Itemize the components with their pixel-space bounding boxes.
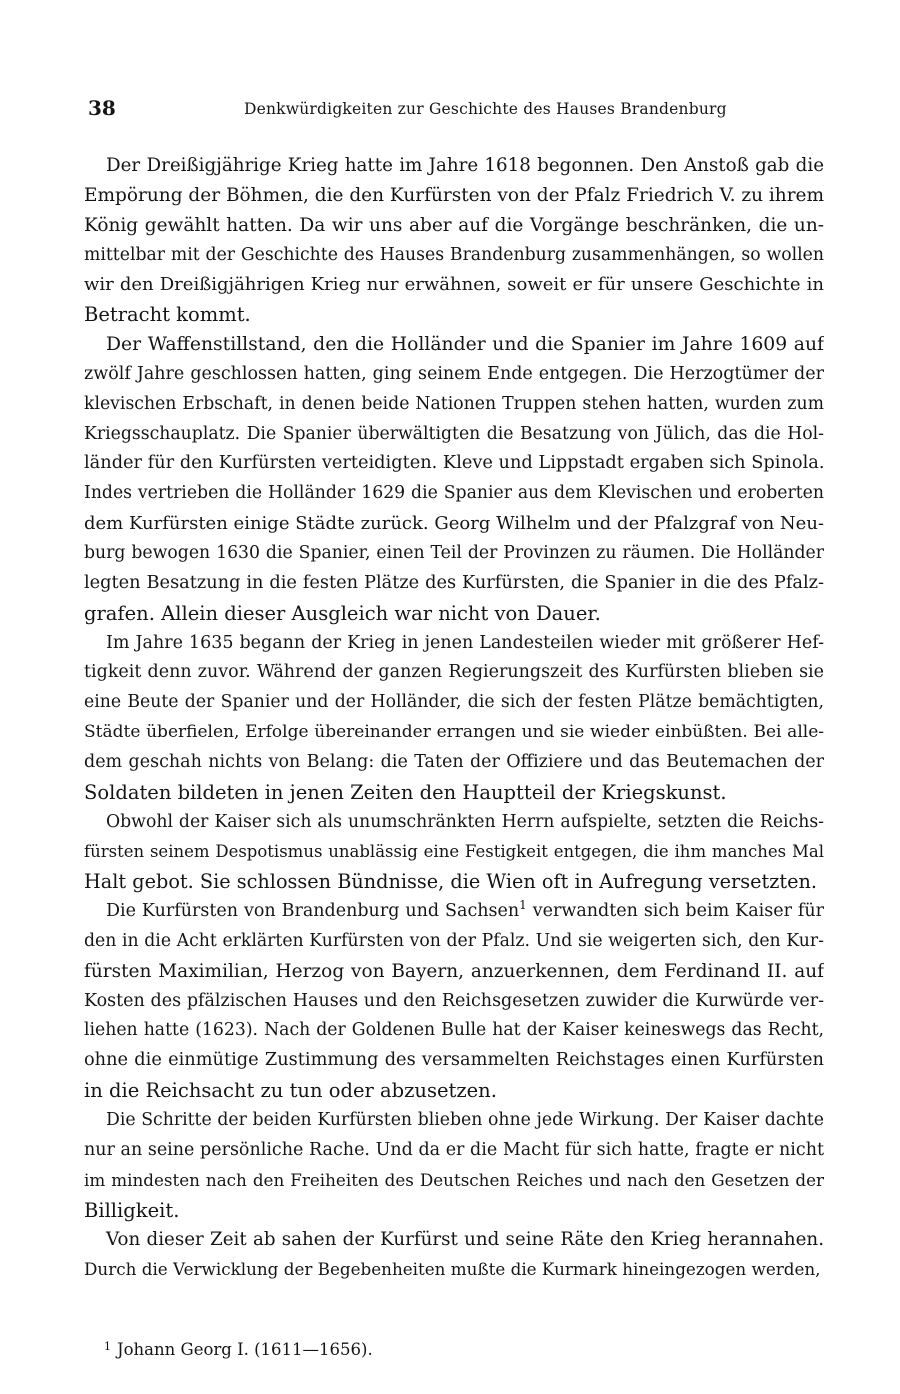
text-line: Im Jahre 1635 begann der Krieg in jenen Landesteilen wieder mit größerer Hef- [106, 632, 824, 653]
text-line: Halt gebot. Sie schlossen Bündnisse, die Wien oft in Aufregung versetzten. [84, 870, 817, 894]
paragraph [84, 629, 824, 808]
text-line: grafen. Allein dieser Ausgleich war nicht von Dauer. [84, 601, 601, 625]
text-line: zwölf Jahre geschlossen hatten, ging seinem Ende entgegen. Die Herzogtümer der [84, 363, 824, 384]
text-line: klevischen Erbschaft, in denen beide Nationen Truppen stehen hatten, wurden zum [84, 393, 824, 414]
text-line: im mindesten nach den Freiheiten des Deutschen Reiches und nach den Gesetzen der [84, 1169, 824, 1190]
text-line: wir den Dreißigjährigen Krieg nur erwähnen, soweit er für unsere Geschichte in [84, 274, 824, 296]
text-line: König gewählt hatten. Da wir uns aber auf die Vorgänge beschränken, die un- [84, 214, 824, 236]
text-line: tigkeit denn zuvor. Während der ganzen Regierungszeit des Kurfürsten blieben sie [84, 662, 824, 683]
text-line: fürsten seinem Despotismus unablässig eine Festigkeit entgegen, die ihm manches Mal [84, 842, 824, 862]
footnote-text: Johann Georg I. (1611—1656). [117, 1340, 373, 1359]
text-line: Städte überfielen, Erfolge übereinander errangen und sie wieder einbüßten. Bei alle- [84, 722, 824, 743]
text-line: Soldaten bildeten in jenen Zeiten den Hauptteil der Kriegskunst. [84, 780, 727, 804]
text-line: ohne die einmütige Zustimmung des versammelten Reichstages einen Kurfürsten [84, 1050, 824, 1071]
paragraph [84, 897, 824, 1106]
text-line: Empörung der Böhmen, die den Kurfürsten von der Pfalz Friedrich V. zu ihrem [84, 184, 824, 206]
text-line: Der Dreißigjährige Krieg hatte im Jahre 1618 begonnen. Den Anstoß gab die [106, 155, 824, 176]
text-line: fürsten Maximilian, Herzog von Bayern, anzuerkennen, dem Ferdinand II. auf [84, 960, 824, 982]
paragraph [84, 1106, 824, 1225]
text-line: Der Waffenstillstand, den die Holländer und die Spanier im Jahre 1609 auf [106, 334, 824, 356]
text-line: Durch die Verwicklung der Begebenheiten mußte die Kurmark hineingezogen werden, [84, 1259, 821, 1280]
paragraph [84, 330, 824, 628]
text-line: in die Reichsacht zu tun oder abzusetzen. [84, 1079, 497, 1103]
footnote-reference: 1 [519, 898, 527, 913]
text-line: dem geschah nichts von Belang: die Taten der Offiziere und das Beutemachen der [84, 751, 824, 772]
paragraph [84, 151, 824, 330]
text-line: mittelbar mit der Geschichte des Hauses Brandenburg zusammenhängen, so wollen [84, 244, 824, 265]
text-line: Kosten des pfälzischen Hauses und den Reichsgesetzen zuwider die Kurwürde ver- [84, 990, 824, 1011]
page-header [84, 96, 824, 126]
text-line: burg bewogen 1630 die Spanier, einen Teil der Provinzen zu räumen. Die Holländer [84, 542, 824, 563]
paragraph [84, 1225, 824, 1285]
text-line: legten Besatzung in die festen Plätze des Kurfürsten, die Spanier in die des Pfalz- [84, 572, 824, 593]
text-line: länder für den Kurfürsten verteidigten. Kleve und Lippstadt ergaben sich Spinola. [84, 453, 824, 474]
text-line: Obwohl der Kaiser sich als unumschränkten Herrn aufspielte, setzten die Reichs- [106, 811, 824, 832]
text-line: Die Schritte der beiden Kurfürsten blieben ohne jede Wirkung. Der Kaiser dachte [106, 1110, 824, 1130]
text-line: den in die Acht erklärten Kurfürsten von der Pfalz. Und sie weigerten sich, den Kur- [84, 930, 824, 951]
running-title: Denkwürdigkeiten zur Geschichte des Hauses Brandenburg [244, 100, 727, 118]
text-line: Die Kurfürsten von Brandenburg und Sachsen$^1$ verwandten sich beim Kaiser für [106, 898, 824, 922]
paragraph [84, 808, 824, 898]
text-line: Betracht kommt. [84, 303, 251, 327]
page-number: 38 [88, 96, 116, 120]
footnote [104, 1340, 373, 1359]
text-line: liehen hatte (1623). Nach der Goldenen Bulle hat der Kaiser keineswegs das Recht, [84, 1020, 824, 1041]
text-line: Kriegsschauplatz. Die Spanier überwältigten die Besatzung von Jülich, das die Hol- [84, 423, 824, 444]
text-line: dem Kurfürsten einige Städte zurück. Georg Wilhelm und der Pfalzgraf von Neu- [84, 513, 824, 535]
text-line: Indes vertrieben die Holländer 1629 die Spanier aus dem Klevischen und eroberten [84, 483, 824, 504]
text-line: nur an seine persönliche Rache. Und da er die Macht für sich hatte, fragte er nicht [84, 1139, 824, 1160]
footnote-marker: 1 [104, 1340, 111, 1353]
body-text [84, 151, 824, 1285]
text-line: Von dieser Zeit ab sahen der Kurfürst und seine Räte den Krieg herannahen. [106, 1229, 824, 1251]
text-line: eine Beute der Spanier und der Holländer, die sich der festen Plätze bemächtigten, [84, 692, 824, 713]
text-line: Billigkeit. [84, 1198, 180, 1222]
